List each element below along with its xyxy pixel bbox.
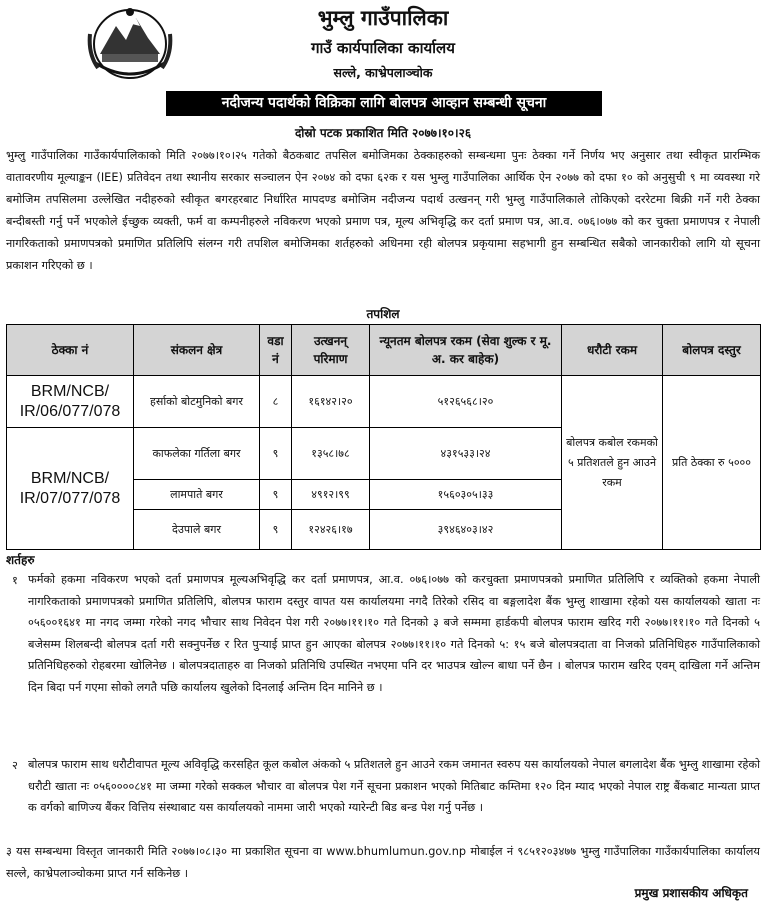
header-deposit: धरौटी रकम: [562, 325, 663, 376]
publication-date: दोस्रो पटक प्रकाशित मिति २०७७।१०।२६: [294, 126, 472, 140]
letterhead: [0, 0, 766, 90]
header-area: संकलन क्षेत्र: [134, 325, 260, 376]
municipality-title: भुम्लु गाउँपालिका: [317, 6, 449, 30]
contract-id: BRM/NCB/ IR/07/077/078: [7, 428, 134, 550]
min-bid-cell: ५१२६५६८।२०: [370, 376, 562, 428]
area-cell: काफलेका गर्तिला बगर: [134, 428, 260, 480]
quantity-cell: ४९१२।९९: [292, 480, 370, 510]
ward-cell: ९: [260, 510, 292, 550]
signatory-title: प्रमुख प्रशासकीय अधिकृत: [634, 886, 748, 900]
min-bid-cell: ४३१५३३।२४: [370, 428, 562, 480]
quantity-cell: १२४२६।१७: [292, 510, 370, 550]
ward-cell: ८: [260, 376, 292, 428]
quantity-cell: १६१४२।२०: [292, 376, 370, 428]
office-name: गाउँ कार्यपालिका कार्यालय: [311, 39, 455, 57]
tender-table: [6, 324, 761, 550]
header-ward: वडा नं: [260, 325, 292, 376]
intro-paragraph: भुम्लु गाउँपालिका गाउँकार्यपालिकाको मिति २०७७।१०।२५ गतेको बैठकबाट तपसिल बमोजिमका ठेक्काहरुको सम्बन्धमा पुनः ठेक्का गर्ने निर्णय भए अनुसार तथा स्वीकृत प्रारम्भिक वातावरणीय मूल्याङ्कन (IEE) प्रतिवेदन तथा स्थानीय सरकार सञ्चालन ऐन २०७४ को दफा ६२क र यस भुम्लु गाउँपालिका आर्थिक ऐन २०७७ को दफा १० को अनुसुची ९ मा व्यवस्था गरे बमोजिम तपसिलमा उल्लेखित नदीहरुको स्वीकृत बगरहरबाट निर्धारित मापदण्ड बमोजिम नदीजन्य पदार्थ उत्खनन् गरी भुम्लु गाउँपालिकाले तोकिएको दररेटमा बिक्री गर्ने गरी ठेक्का बन्दीबस्ती गर्नु पर्ने भएकोले ईच्छुक व्यक्ती, फर्म वा कम्पनीहरुले नविकरण भएको प्रमाण पत्र, मूल्य अभिवृद्धि कर दर्ता प्रमाण पत्र, आ.व. ०७६।०७७ को कर चुक्ता प्रमाणपत्र र नेपाली नागरिकताको प्रमाणपत्रको प्रमाणित प्रतिलिपि संलग्न गरी तपशिल बमोजिमका शर्तहरुको अधिनमा रही बोलपत्र प्रकृयामा सहभागी हुन सम्बन्धित सबैको जानकारीको लागि यो सूचना प्रकाशन गरिएको छ ।: [6, 149, 760, 272]
fee-cell: प्रति ठेक्का रु ५०००: [663, 376, 761, 550]
header-fee: बोलपत्र दस्तुर: [663, 325, 761, 376]
table-header-row: [7, 325, 761, 376]
term-text: बोलपत्र फाराम साथ धरौटीवापत मूल्य अविवृद्धि करसहित कूल कबोल अंकको ५ प्रतिशतले हुन आउने रकम जमानत स्वरुप यस कार्यालयको नेपाल बगलादेश बैंक भुम्लु शाखामा रहेको धरौटी खाता नः ०५६००००८४१ मा जम्मा गरेको सक्कल भौचार वा बोलपत्र पेश गर्ने सूचना प्रकाशन भएको मितिबाट कम्तिमा १२० दिन म्याद भएको नेपाल राष्ट्र बैंकबाट मान्यता प्राप्त क वर्गको बाणिज्य बैंकर वित्तिय संस्थाबाट यस कार्यालयको नाममा जारी भएको ग्यारेन्टी बिड बन्ड पेश गर्नु पर्नेछ ।: [28, 758, 760, 814]
deposit-cell: बोलपत्र कबोल रकमको ५ प्रतिशतले हुन आउने रकम: [562, 376, 663, 550]
notice-banner: नदीजन्य पदार्थको विक्रिका लागि बोलपत्र आव्हान सम्बन्धी सूचना: [166, 91, 602, 116]
term-text: फर्मको हकमा नविकरण भएको दर्ता प्रमाणपत्र मूल्यअभिवृद्धि कर दर्ता प्रमाणपत्र, आ.व. ०७६।०७७ को करचुक्ता प्रमाणपत्रको प्रमाणित प्रतिलिपि र व्यक्तिको हकमा नेपाली नागरिकताको प्रमाणपत्रको प्रमाणित प्रतिलिपि, बोलपत्र फाराम दस्तुर वापत यस कार्यालयमा नगदै तिरेको रसिद वा बङ्गलादेश बैंक भुम्लु शाखामा रहेको यस कार्यालयको खाता नः ०५६००१६४१ मा नगद जम्मा गरेको नगद भौचार साथ निवेदन पेश गरी २०७७।११।१० गते दिनको ३ बजे सम्ममा हार्डकपी बोलपत्र फाराम खरिद गरी २०७७।११।१० गते दिनको ५ बजेसम्म शिलबन्दी बोलपत्र दर्ता गरी सक्नुपर्नेछ र रित पुऱ्याई प्राप्त हुन आएका बोलपत्र २०७७।११।१० गते दिनको ५: १५ बजे बोलपत्रदाता वा निजको प्रतिनिधिहरु गाउँपालिकाको प्रतिनिधिहरुको रोहबरमा खोलिनेछ । बोलपत्रदाताहरु वा निजको प्रतिनिधि उपस्थित नभएमा पनि दर भाउपत्र खोल्न बाधा पर्ने छैन । बोलपत्र फाराम खरिद एवम् दाखिला गर्ने अन्तिम दिन बिदा पर्न गएमा सोको लगतै पछि कार्यालय खुलेको दिनलाई अन्तिम दिन मानिने छ ।: [28, 573, 760, 694]
min-bid-cell: ३९४६४०३।४२: [370, 510, 562, 550]
office-address: सल्ले, काभ्रेपलाञ्चोक: [333, 65, 433, 80]
area-cell: लामपाते बगर: [134, 480, 260, 510]
ward-cell: ९: [260, 480, 292, 510]
table-caption: तपशिल: [366, 307, 400, 321]
ward-cell: ९: [260, 428, 292, 480]
header-min-bid: न्यूनतम बोलपत्र रकम (सेवा शुल्क र मू. अ. कर बाहेक): [370, 325, 562, 376]
term-text: ३ यस सम्बन्धमा विस्तृत जानकारी मिति २०७७।०८।३० मा प्रकाशित सूचना वा www.bhumlumun.gov.np मोबाईल नं ९८५१२०३४७७ भुम्लु गाउँपालिका गाउँकार्यपालिका कार्यालय सल्ले, काभ्रेपलाञ्चोकमा प्राप्त गर्न सकिनेछ ।: [6, 845, 760, 880]
min-bid-cell: १५६०३०५।३३: [370, 480, 562, 510]
area-cell: हर्साको बोटमुनिको बगर: [134, 376, 260, 428]
header-quantity: उत्खनन् परिमाण: [292, 325, 370, 376]
contract-id: BRM/NCB/ IR/06/077/078: [7, 376, 134, 428]
quantity-cell: १३५८।७८: [292, 428, 370, 480]
area-cell: देउपाले बगर: [134, 510, 260, 550]
header-contract-no: ठेक्का नं: [7, 325, 134, 376]
term-number: १: [12, 574, 18, 587]
terms-label: शर्तहरु: [6, 553, 35, 567]
table-row: [7, 376, 761, 428]
term-number: २: [12, 759, 18, 772]
